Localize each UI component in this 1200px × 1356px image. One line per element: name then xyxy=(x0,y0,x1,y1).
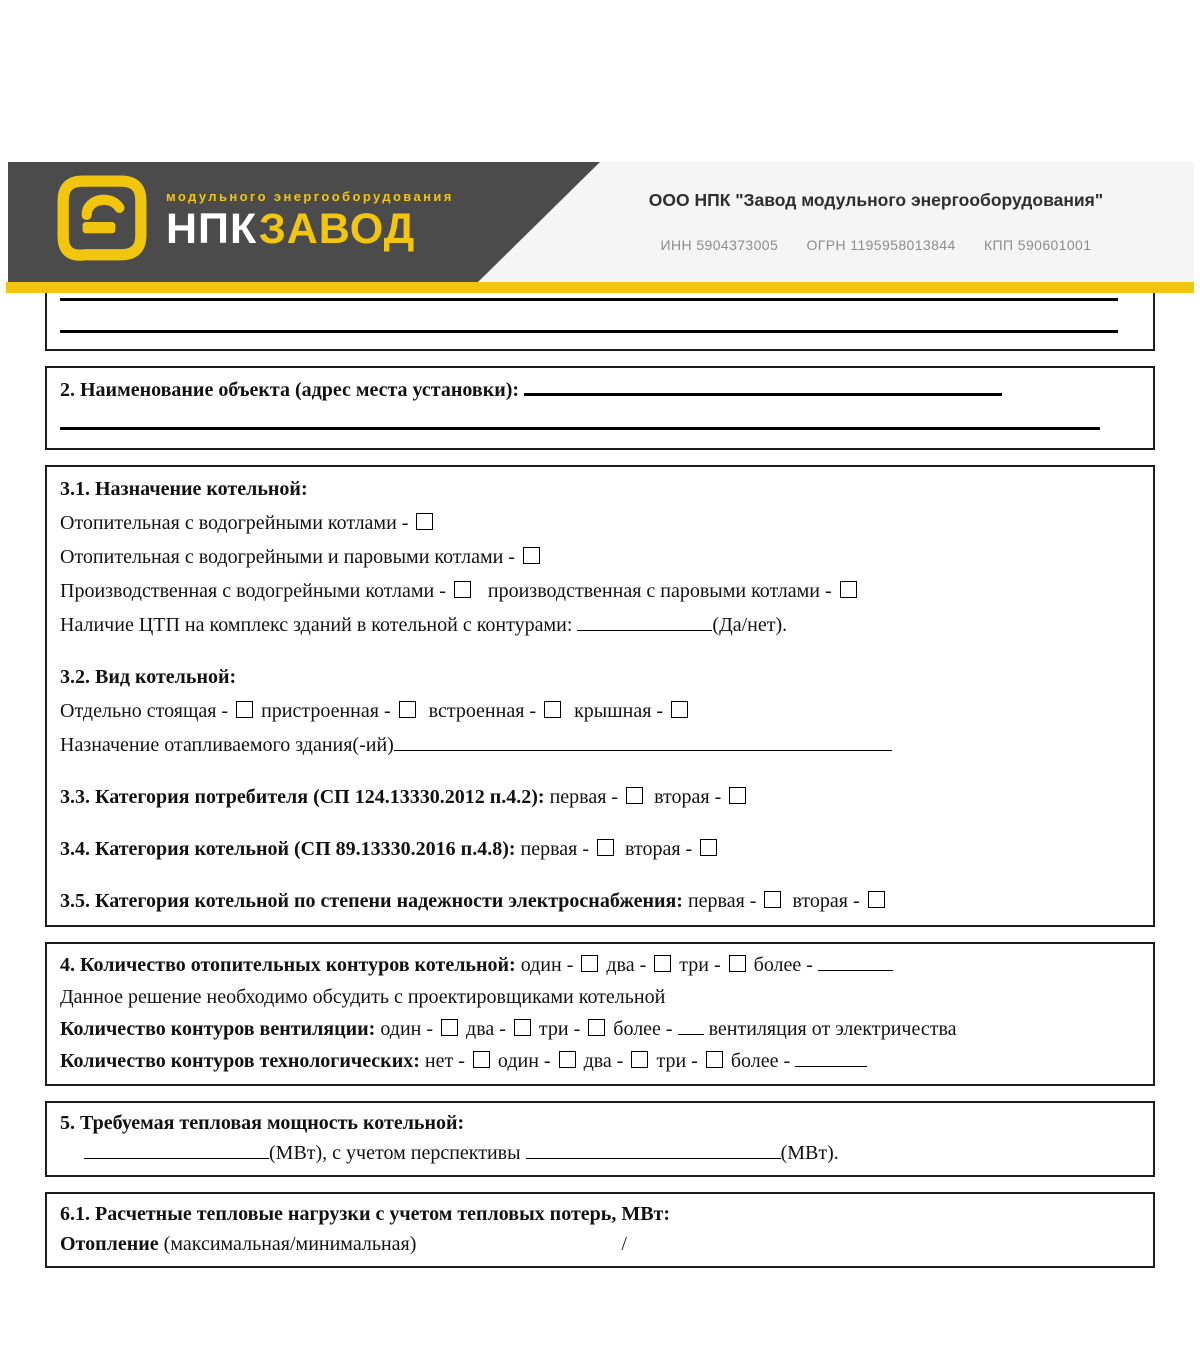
field-text: первая - xyxy=(520,838,595,860)
field-text: два - xyxy=(578,1050,629,1072)
form-line xyxy=(60,1045,1140,1077)
form-line xyxy=(60,574,1140,608)
field-text: более - xyxy=(725,1050,796,1072)
field-text: пристроенная - xyxy=(256,700,396,722)
logo-brand-npk: НПК xyxy=(166,205,259,253)
field-label-bold: 3.2. Вид котельной: xyxy=(60,666,237,688)
field-label-bold: 5. Требуемая тепловая мощность котельной: xyxy=(60,1112,465,1134)
field-label-bold: Отопление xyxy=(60,1233,164,1255)
checkbox[interactable] xyxy=(581,955,598,972)
logo-tagline: модульного энергооборудования xyxy=(166,189,454,204)
company-registration-info xyxy=(646,237,1106,253)
blank-field[interactable] xyxy=(524,373,1002,396)
checkbox[interactable] xyxy=(671,701,688,718)
field-text: два - xyxy=(601,954,652,976)
spacer xyxy=(474,596,488,597)
checkbox[interactable] xyxy=(523,547,540,564)
logo-text xyxy=(166,189,454,251)
checkbox[interactable] xyxy=(626,787,643,804)
form-line xyxy=(60,694,1140,728)
blank-field[interactable] xyxy=(818,950,893,971)
spacer xyxy=(646,802,654,803)
form-line xyxy=(60,884,1140,918)
form-line xyxy=(60,407,1140,441)
field-text: (Да/нет). xyxy=(712,614,788,636)
field-text: первая - xyxy=(687,890,762,912)
field-text: (МВт), с учетом перспективы xyxy=(269,1142,526,1164)
field-text: встроенная - xyxy=(428,700,542,722)
form-line xyxy=(60,1013,1140,1045)
company-ogrn: ОГРН 1195958013844 xyxy=(806,237,956,253)
field-label-bold: 6.1. Расчетные тепловые нагрузки с учетом тепловых потерь, МВт: xyxy=(60,1203,671,1225)
form-line xyxy=(60,506,1140,540)
section-4 xyxy=(45,942,1155,1086)
blank-field[interactable] xyxy=(795,1046,867,1067)
brand-a-icon xyxy=(56,174,148,266)
checkbox[interactable] xyxy=(544,701,561,718)
yellow-divider-bar xyxy=(6,282,1194,293)
field-text: (МВт). xyxy=(780,1142,839,1164)
form-line xyxy=(60,780,1140,814)
checkbox[interactable] xyxy=(868,891,885,908)
logo-brand xyxy=(166,205,454,253)
blank-field[interactable] xyxy=(60,407,1100,430)
field-text: один - xyxy=(375,1018,439,1040)
field-text: три - xyxy=(674,954,726,976)
field-text: / xyxy=(621,1233,627,1255)
checkbox[interactable] xyxy=(454,581,471,598)
checkbox[interactable] xyxy=(399,701,416,718)
field-label-bold: 4. Количество отопительных контуров котельной: xyxy=(60,954,516,976)
checkbox[interactable] xyxy=(597,839,614,856)
spacer xyxy=(564,716,574,717)
form-line xyxy=(60,981,1140,1013)
field-label-bold: 3.4. Категория котельной (СП 89.13330.2016 п.4.8): xyxy=(60,838,521,860)
blank-field[interactable] xyxy=(577,610,712,631)
field-text: Производственная с водогрейными котлами - xyxy=(60,580,451,602)
checkbox[interactable] xyxy=(416,513,433,530)
spacer xyxy=(419,716,429,717)
checkbox[interactable] xyxy=(514,1019,531,1036)
field-label-bold: Количество контуров вентиляции: xyxy=(60,1018,376,1040)
checkbox[interactable] xyxy=(473,1051,490,1068)
field-text: (максимальная/минимальная) xyxy=(163,1233,417,1255)
field-text: Данное решение необходимо обсудить с проектировщиками котельной xyxy=(60,986,666,1008)
form-line xyxy=(60,1108,1140,1138)
section-6 xyxy=(45,1192,1155,1268)
company-logo xyxy=(56,174,454,266)
form-line xyxy=(60,728,1140,762)
field-text: Отопительная с водогрейными котлами - xyxy=(60,512,414,534)
form-line xyxy=(60,1138,1140,1168)
checkbox[interactable] xyxy=(559,1051,576,1068)
field-text: производственная с паровыми котлами - xyxy=(487,580,837,602)
checkbox[interactable] xyxy=(729,955,746,972)
field-text: три - xyxy=(651,1050,703,1072)
field-text: Назначение отапливаемого здания(-ий) xyxy=(60,734,394,756)
field-label-bold: 3.1. Назначение котельной: xyxy=(60,478,308,500)
form-line xyxy=(60,540,1140,574)
field-text: вторая - xyxy=(654,786,727,808)
blank-field[interactable] xyxy=(394,730,892,751)
checkbox[interactable] xyxy=(236,701,253,718)
form-line xyxy=(60,608,1140,642)
form-line xyxy=(60,949,1140,981)
field-text: Отдельно стоящая - xyxy=(60,700,234,722)
company-name: ООО НПК "Завод модульного энергооборудования" xyxy=(648,190,1104,210)
blank-field[interactable] xyxy=(60,310,1118,333)
field-text: вентиляция от электричества xyxy=(703,1018,957,1040)
checkbox[interactable] xyxy=(764,891,781,908)
field-text: более - xyxy=(608,1018,678,1040)
field-label-bold: 3.5. Категория котельной по степени надежности электроснабжения: xyxy=(60,890,688,912)
checkbox[interactable] xyxy=(441,1019,458,1036)
document-page xyxy=(0,156,1200,1356)
spacer xyxy=(60,1158,84,1159)
form-line xyxy=(60,660,1140,694)
field-text: более - xyxy=(748,954,818,976)
form-line xyxy=(60,472,1140,506)
blank-field[interactable] xyxy=(526,1138,781,1159)
field-text: Наличие ЦТП на комплекс зданий в котельной с контурами: xyxy=(60,614,578,636)
field-text: нет - xyxy=(419,1050,470,1072)
blank-field[interactable] xyxy=(678,1014,704,1035)
field-text: первая - xyxy=(549,786,624,808)
checkbox[interactable] xyxy=(700,839,717,856)
form-line xyxy=(60,1229,1140,1259)
checkbox[interactable] xyxy=(706,1051,723,1068)
field-text: Отопительная с водогрейными и паровыми котлами - xyxy=(60,546,520,568)
field-label-bold: 2. Наименование объекта (адрес места установки): xyxy=(60,379,525,401)
checkbox[interactable] xyxy=(588,1019,605,1036)
form-sections xyxy=(45,241,1155,1268)
field-text: один - xyxy=(492,1050,556,1072)
spacer xyxy=(416,1249,621,1250)
form-line xyxy=(60,1199,1140,1229)
section-3 xyxy=(45,465,1155,927)
field-text: вторая - xyxy=(625,838,698,860)
blank-field[interactable] xyxy=(84,1138,269,1159)
field-label-bold: Количество контуров технологических: xyxy=(60,1050,420,1072)
form-line xyxy=(60,832,1140,866)
field-label-bold: 3.3. Категория потребителя (СП 124.13330.2012 п.4.2): xyxy=(60,786,550,808)
field-text: вторая - xyxy=(792,890,865,912)
section-2 xyxy=(45,366,1155,450)
section-5 xyxy=(45,1101,1155,1177)
header xyxy=(8,162,1194,282)
form-line xyxy=(60,373,1140,407)
checkbox[interactable] xyxy=(631,1051,648,1068)
header-company-block xyxy=(646,190,1106,253)
spacer xyxy=(617,854,625,855)
company-inn: ИНН 5904373005 xyxy=(660,237,779,253)
field-text: три - xyxy=(533,1018,586,1040)
form-line xyxy=(60,310,1140,342)
checkbox[interactable] xyxy=(729,787,746,804)
company-kpp: КПП 590601001 xyxy=(983,237,1092,253)
field-text: крышная - xyxy=(574,700,669,722)
logo-brand-zavod: ЗАВОД xyxy=(258,205,416,253)
field-text: два - xyxy=(461,1018,511,1040)
checkbox[interactable] xyxy=(654,955,671,972)
checkbox[interactable] xyxy=(840,581,857,598)
field-text: один - xyxy=(515,954,579,976)
